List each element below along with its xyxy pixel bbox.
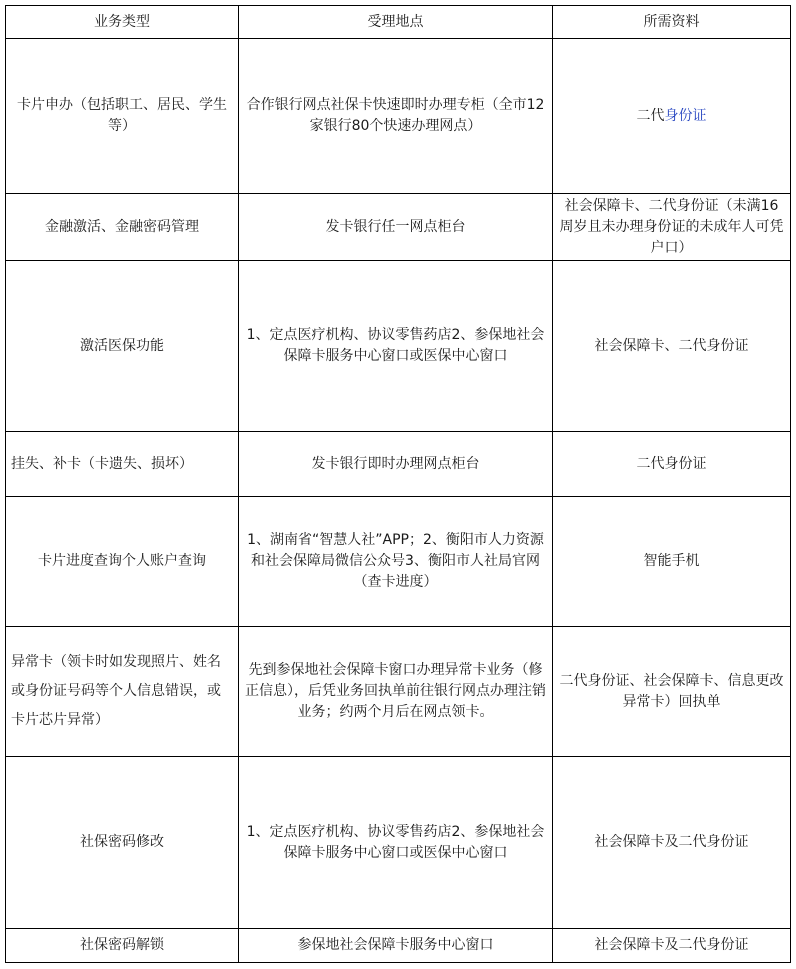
materials-cell: 社会保障卡及二代身份证 <box>553 757 791 929</box>
header-location: 受理地点 <box>239 6 553 39</box>
location-cell: 1、定点医疗机构、协议零售药店2、参保地社会保障卡服务中心窗口或医保中心窗口 <box>239 261 553 432</box>
business-type-cell: 异常卡（领卡时如发现照片、姓名或身份证号码等个人信息错误，或卡片芯片异常） <box>6 627 239 757</box>
table-row <box>6 261 791 432</box>
business-table <box>5 5 791 963</box>
business-type-cell: 社保密码修改 <box>6 757 239 929</box>
location-cell: 先到参保地社会保障卡窗口办理异常卡业务（修正信息），后凭业务回执单前往银行网点办理注销业务；约两个月后在网点领卡。 <box>239 627 553 757</box>
location-cell: 1、定点医疗机构、协议零售药店2、参保地社会保障卡服务中心窗口或医保中心窗口 <box>239 757 553 929</box>
materials-cell: 社会保障卡及二代身份证 <box>553 929 791 963</box>
header-materials: 所需资料 <box>553 6 791 39</box>
business-type-cell: 激活医保功能 <box>6 261 239 432</box>
materials-cell <box>553 39 791 194</box>
materials-text: 二代 <box>636 107 665 124</box>
header-row <box>6 6 791 39</box>
table-row <box>6 497 791 627</box>
business-type-cell: 挂失、补卡（卡遗失、损坏） <box>6 432 239 497</box>
location-cell: 参保地社会保障卡服务中心窗口 <box>239 929 553 963</box>
table-row <box>6 432 791 497</box>
header-business-type: 业务类型 <box>6 6 239 39</box>
location-cell: 发卡银行任一网点柜台 <box>239 194 553 261</box>
location-cell: 1、湖南省“智慧人社”APP；2、衡阳市人力资源和社会保障局微信公众号3、衡阳市人社局官网（查卡进度） <box>239 497 553 627</box>
table-row <box>6 627 791 757</box>
location-cell: 发卡银行即时办理网点柜台 <box>239 432 553 497</box>
materials-cell: 二代身份证 <box>553 432 791 497</box>
business-type-cell: 金融激活、金融密码管理 <box>6 194 239 261</box>
table-row <box>6 39 791 194</box>
table-row <box>6 929 791 963</box>
business-type-cell: 卡片进度查询个人账户查询 <box>6 497 239 627</box>
id-card-link[interactable]: 身份证 <box>664 107 707 124</box>
table-row <box>6 757 791 929</box>
table-row <box>6 194 791 261</box>
materials-cell: 二代身份证、社会保障卡、信息更改异常卡）回执单 <box>553 627 791 757</box>
location-cell: 合作银行网点社保卡快速即时办理专柜（全市12家银行80个快速办理网点） <box>239 39 553 194</box>
business-type-cell: 卡片申办（包括职工、居民、学生等） <box>6 39 239 194</box>
materials-cell: 智能手机 <box>553 497 791 627</box>
materials-cell: 社会保障卡、二代身份证 <box>553 261 791 432</box>
materials-cell: 社会保障卡、二代身份证（未满16周岁且未办理身份证的未成年人可凭户口） <box>553 194 791 261</box>
business-type-cell: 社保密码解锁 <box>6 929 239 963</box>
